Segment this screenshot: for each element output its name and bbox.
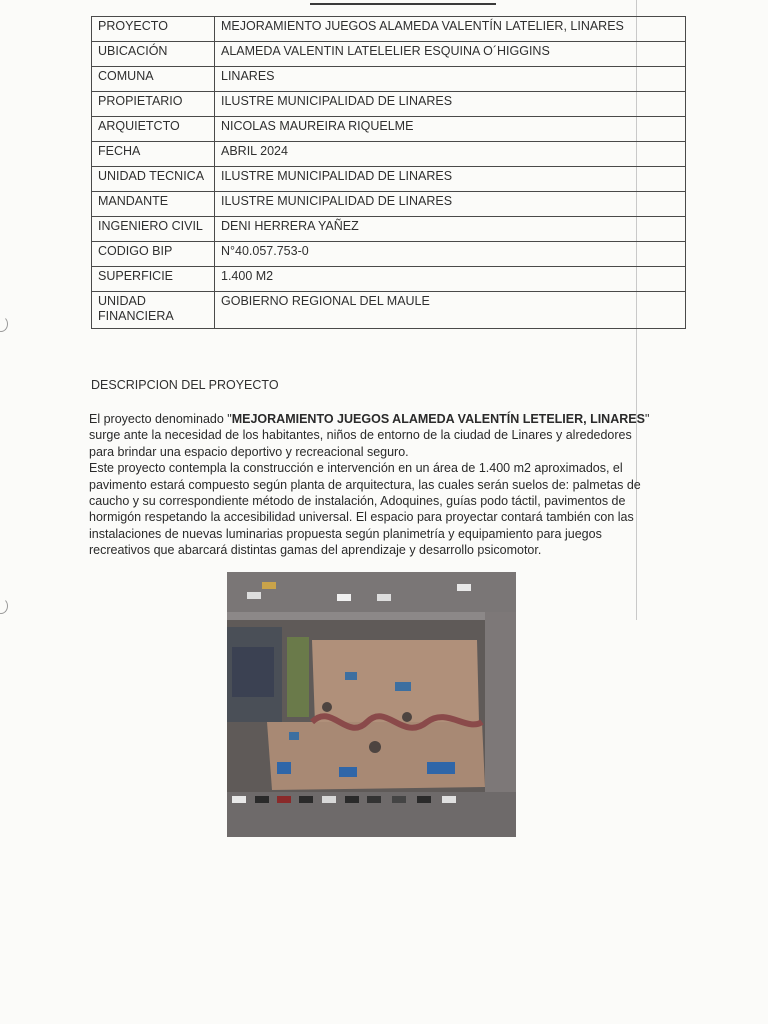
row-label: INGENIERO CIVIL (92, 217, 215, 242)
table-row (92, 217, 686, 242)
table-row (92, 242, 686, 267)
project-description (89, 411, 659, 559)
row-value: LINARES (215, 67, 686, 92)
table-row (92, 292, 686, 329)
row-value: NICOLAS MAUREIRA RIQUELME (215, 117, 686, 142)
row-label: UNIDAD FINANCIERA (92, 292, 215, 329)
table-row (92, 67, 686, 92)
description-lead: El proyecto denominado " (89, 412, 232, 426)
table-row (92, 142, 686, 167)
table-row (92, 42, 686, 67)
punch-hole-mark (0, 316, 8, 332)
table-row (92, 167, 686, 192)
row-value: DENI HERRERA YAÑEZ (215, 217, 686, 242)
project-name: MEJORAMIENTO JUEGOS ALAMEDA VALENTÍN LETELIER, LINARES (231, 412, 645, 426)
row-label: ARQUIETCTO (92, 117, 215, 142)
row-label: PROPIETARIO (92, 92, 215, 117)
table-row (92, 92, 686, 117)
section-title: DESCRIPCION DEL PROYECTO (91, 378, 279, 392)
row-value: ALAMEDA VALENTIN LATELELIER ESQUINA O´HIGGINS (215, 42, 686, 67)
table-row (92, 17, 686, 42)
row-value: MEJORAMIENTO JUEGOS ALAMEDA VALENTÍN LATELIER, LINARES (215, 17, 686, 42)
table-row (92, 192, 686, 217)
row-value: ILUSTRE MUNICIPALIDAD DE LINARES (215, 167, 686, 192)
row-label: COMUNA (92, 67, 215, 92)
row-label: MANDANTE (92, 192, 215, 217)
row-value: ILUSTRE MUNICIPALIDAD DE LINARES (215, 192, 686, 217)
description-rest: " surge ante la necesidad de los habitantes, niños de entorno de la ciudad de Linares y alrededores para brindar una espacio deportivo y recreacional seguro. Este proyecto contempla la construcción e intervención en un área de 1.400 m2 aproximados, el pavimento estará compuesto según planta de arquitectura, las cuales serán suelos de: palmetas de caucho y su correspondiente método de instalación, Adoquines, guías podo táctil, pavimentos de hormigón respetando la accesibilidad universal. El espacio para proyectar contará también con las instalaciones de nuevas luminarias propuesta según planimetría y equipamiento para juegos recreativos que abarcará distintas gamas del aprendizaje y desarrollo psicomotor. (89, 412, 650, 558)
table-row (92, 267, 686, 292)
row-value: GOBIERNO REGIONAL DEL MAULE (215, 292, 686, 329)
row-label: PROYECTO (92, 17, 215, 42)
row-label: UBICACIÓN (92, 42, 215, 67)
top-rule (310, 3, 496, 5)
row-value: ILUSTRE MUNICIPALIDAD DE LINARES (215, 92, 686, 117)
row-value: N°40.057.753-0 (215, 242, 686, 267)
row-value: ABRIL 2024 (215, 142, 686, 167)
row-label: UNIDAD TECNICA (92, 167, 215, 192)
aerial-site-photo (227, 572, 516, 837)
row-label: FECHA (92, 142, 215, 167)
row-label: SUPERFICIE (92, 267, 215, 292)
table-row (92, 117, 686, 142)
punch-hole-mark (0, 598, 8, 614)
row-value: 1.400 M2 (215, 267, 686, 292)
project-info-table (91, 16, 686, 329)
row-label: CODIGO BIP (92, 242, 215, 267)
